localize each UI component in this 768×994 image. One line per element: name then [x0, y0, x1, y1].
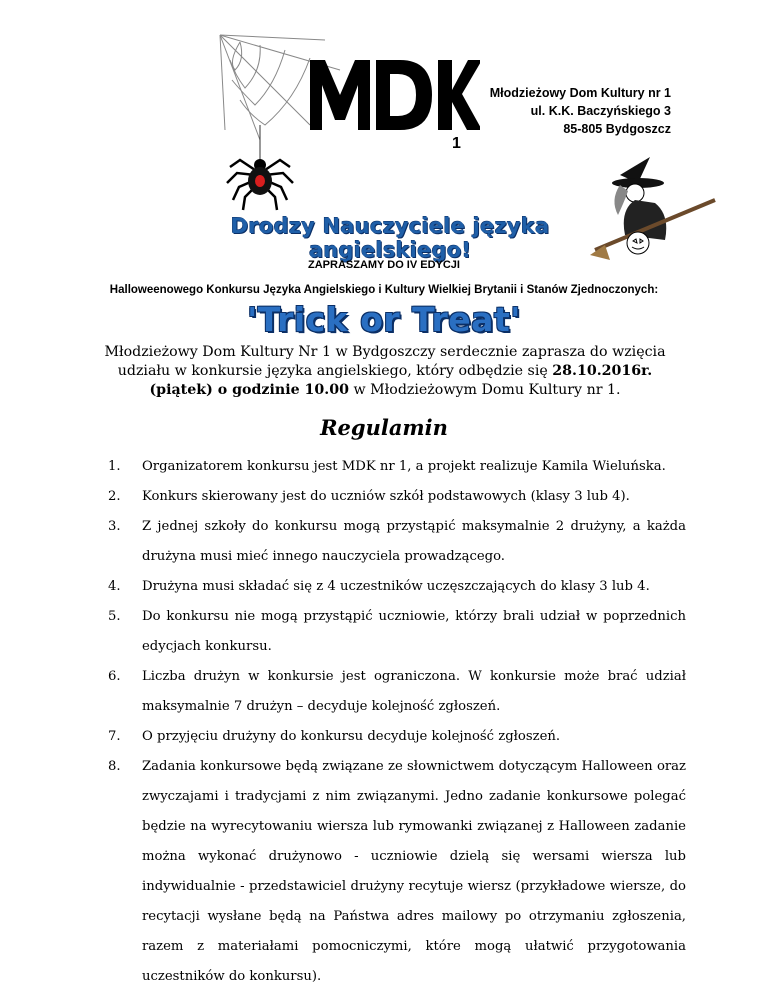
rule-number: 3.: [108, 519, 121, 534]
rule-number: 5.: [108, 609, 121, 624]
spider-icon: [225, 125, 295, 215]
rule-number: 2.: [108, 489, 121, 504]
intro-text-2: w Młodzieżowym Domu Kultury nr 1.: [348, 382, 621, 398]
contest-motto: 'Trick or Treat': [247, 300, 521, 339]
rule-number: 7.: [108, 729, 121, 744]
rule-number: 4.: [108, 579, 121, 594]
address-line-2: ul. K.K. Baczyńskiego 3: [530, 104, 671, 118]
invite-line: ZAPRASZAMY DO IV EDYCJI: [308, 259, 460, 271]
rule-item: [108, 662, 686, 722]
rule-number: 6.: [108, 669, 121, 684]
organizer-address: [490, 84, 671, 138]
intro-date: 28.10.2016r. (piątek) o godzinie 10.00: [149, 363, 653, 398]
contest-name: Halloweenowego Konkursu Języka Angielskiego i Kultury Wielkiej Brytanii i Stanów Zjednoczonych:: [109, 284, 659, 296]
intro-paragraph: [90, 343, 680, 400]
rule-item: [108, 512, 686, 572]
rule-text: Do konkursu nie mogą przystąpić uczniowie, którzy brali udział w poprzednich edycjach konkursu.: [142, 609, 686, 654]
rule-number: 8.: [108, 759, 121, 774]
rules-list: [108, 452, 686, 992]
rule-item: [108, 572, 686, 602]
rule-text: O przyjęciu drużyny do konkursu decyduje kolejność zgłoszeń.: [142, 729, 561, 744]
rule-text: Liczba drużyn w konkursie jest ograniczona. W konkursie może brać udział maksymalnie 7 drużyn – decyduje kolejność zgłoszeń.: [142, 669, 686, 714]
rule-item: [108, 752, 686, 992]
rule-text: Organizatorem konkursu jest MDK nr 1, a projekt realizuje Kamila Wieluńska.: [142, 459, 666, 474]
intro-text-1: Młodzieżowy Dom Kultury Nr 1 w Bydgoszczy serdecznie zaprasza do wzięcia udziału w konkursie języka angielskiego, który odbędzie się: [104, 344, 666, 379]
logo-subscript: 1: [452, 135, 461, 150]
rule-item: [108, 722, 686, 752]
rule-text: Drużyna musi składać się z 4 uczestników uczęszczających do klasy 3 lub 4.: [142, 579, 650, 594]
rule-number: 1.: [108, 459, 121, 474]
greeting-heading: Drodzy Nauczyciele języka angielskiego!: [230, 214, 550, 262]
rule-item: [108, 602, 686, 662]
rule-text: Zadania konkursowe będą związane ze słownictwem dotyczącym Halloween oraz zwyczajami i tradycjami z nim związanymi. Jedno zadanie konkursowe polegać będzie na wyrecytowaniu wiersza lub rymowanki związanej z Halloween zadanie można wykonać drużynowo - uczniowie dzielą się wersami wiersza lub indywidualnie - przedstawiciel drużyny recytuje wiersz (przykładowe wiersze, do recytacji wysłane będą na Państwa adres mailowy po otrzymaniu zgłoszenia, razem z materiałami pomocniczymi, które mogą ułatwić przygotowania uczestników do konkursu).: [142, 759, 686, 984]
rule-text: Konkurs skierowany jest do uczniów szkół podstawowych (klasy 3 lub 4).: [142, 489, 630, 504]
address-line-3: 85-805 Bydgoszcz: [563, 122, 671, 136]
rule-item: [108, 452, 686, 482]
address-line-1: Młodzieżowy Dom Kultury nr 1: [489, 86, 671, 100]
rule-item: [108, 482, 686, 512]
regulamin-title: Regulamin: [320, 415, 448, 440]
rule-text: Z jednej szkoły do konkursu mogą przystąpić maksymalnie 2 drużyny, a każda drużyna musi mieć innego nauczyciela prowadzącego.: [142, 519, 686, 564]
mdk-letters: [310, 60, 480, 130]
